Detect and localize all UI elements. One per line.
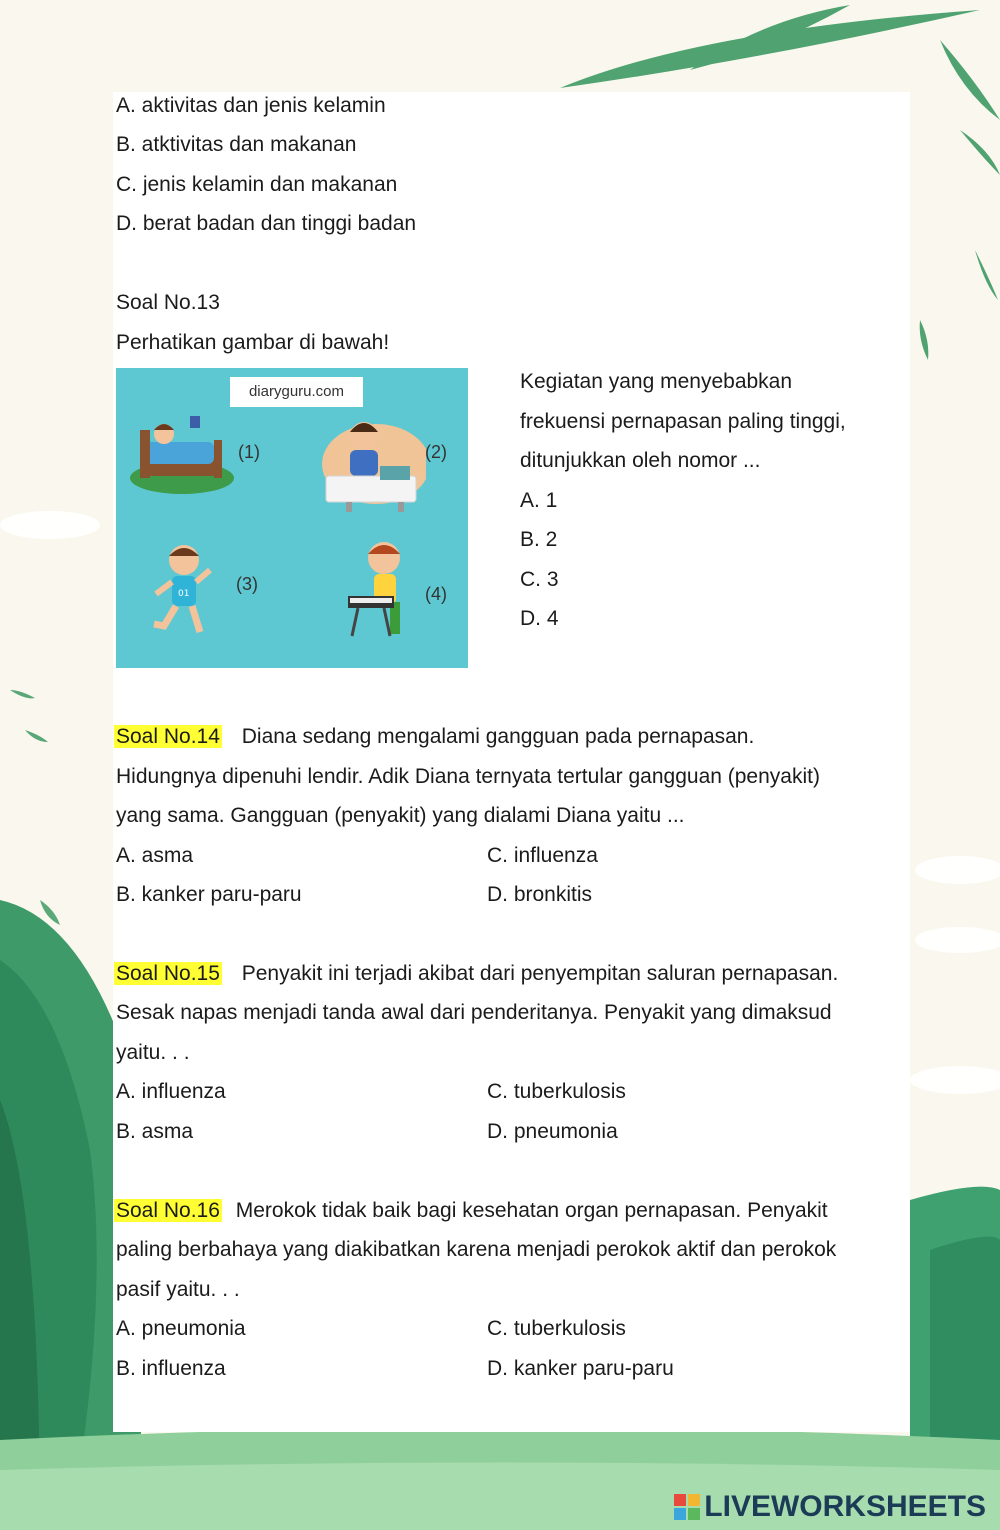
q14-text-3: yang sama. Gangguan (penyakit) yang dialami Diana yaitu ... [116,804,685,827]
q16-option-d[interactable]: D. kanker paru-paru [487,1357,674,1380]
figure-label-2: (2) [425,442,447,462]
q16-text-2: paling berbahaya yang diakibatkan karena menjadi perokok aktif dan perokok [116,1238,837,1261]
q16-first-line [116,1197,828,1225]
q15-option-b[interactable]: B. asma [116,1120,194,1143]
svg-text:01: 01 [178,589,190,599]
q15-first-line [116,960,838,988]
q15-option-d[interactable]: D. pneumonia [487,1120,618,1143]
liveworksheets-brand[interactable] [674,1490,986,1524]
q14-option-b[interactable]: B. kanker paru-paru [116,883,302,906]
q15-text-1: Penyakit ini terjadi akibat dari penyempitan saluran pernapasan. [241,962,839,985]
q14-option-d[interactable]: D. bronkitis [487,883,593,906]
studying-child-illustration [316,406,426,516]
brand-name: LIVEWORKSHEETS [704,1490,986,1523]
q14-text-2: Hidungnya dipenuhi lendir. Adik Diana ternyata tertular gangguan (penyakit) [116,765,820,788]
q14-label: Soal No.14 [116,725,220,748]
q14-first-line [116,723,754,751]
q12-option-d: D. berat badan dan tinggi badan [116,212,417,235]
image-watermark: diaryguru.com [230,377,363,407]
q13-option-b[interactable]: B. 2 [520,528,558,551]
q15-text-3: yaitu. . . [116,1041,190,1064]
q13-option-a[interactable]: A. 1 [520,489,558,512]
q12-option-b: B. atktivitas dan makanan [116,133,357,156]
q13-question-line-1: Kegiatan yang menyebabkan [520,370,793,393]
q13-illustration [116,368,468,668]
figure-label-3: (3) [236,574,258,594]
q14-option-c[interactable]: C. influenza [487,844,598,867]
q14-text-1: Diana sedang mengalami gangguan pada pernapasan. [241,725,755,748]
q15-option-c[interactable]: C. tuberkulosis [487,1080,626,1103]
worksheet-panel [113,92,910,1432]
q16-option-b[interactable]: B. influenza [116,1357,226,1380]
q16-option-a[interactable]: A. pneumonia [116,1317,246,1340]
q12-option-a: A. aktivitas dan jenis kelamin [116,94,386,117]
q15-text-2: Sesak napas menjadi tanda awal dari penderitanya. Penyakit yang dimaksud [116,1001,832,1024]
figure-label-4: (4) [425,584,447,604]
q13-question-line-2: frekuensi pernapasan paling tinggi, [520,410,846,433]
q13-title: Soal No.13 [116,291,220,314]
running-child-illustration [142,540,222,640]
q13-option-d[interactable]: D. 4 [520,607,559,630]
q14-option-a[interactable]: A. asma [116,844,194,867]
q13-instruction: Perhatikan gambar di bawah! [116,331,390,354]
q15-label: Soal No.15 [116,962,220,985]
figure-label-1: (1) [238,442,260,462]
q16-option-c[interactable]: C. tuberkulosis [487,1317,626,1340]
keyboard-child-illustration [344,536,424,641]
q12-option-c: C. jenis kelamin dan makanan [116,173,398,196]
q13-question-line-3: ditunjukkan oleh nomor ... [520,449,761,472]
sleeping-child-illustration [130,408,240,498]
q13-option-c[interactable]: C. 3 [520,568,559,591]
q16-text-1: Merokok tidak baik bagi kesehatan organ pernapasan. Penyakit [235,1199,828,1222]
liveworksheets-logo-icon [674,1494,700,1520]
q15-option-a[interactable]: A. influenza [116,1080,226,1103]
q16-label: Soal No.16 [116,1199,220,1222]
q16-text-3: pasif yaitu. . . [116,1278,240,1301]
